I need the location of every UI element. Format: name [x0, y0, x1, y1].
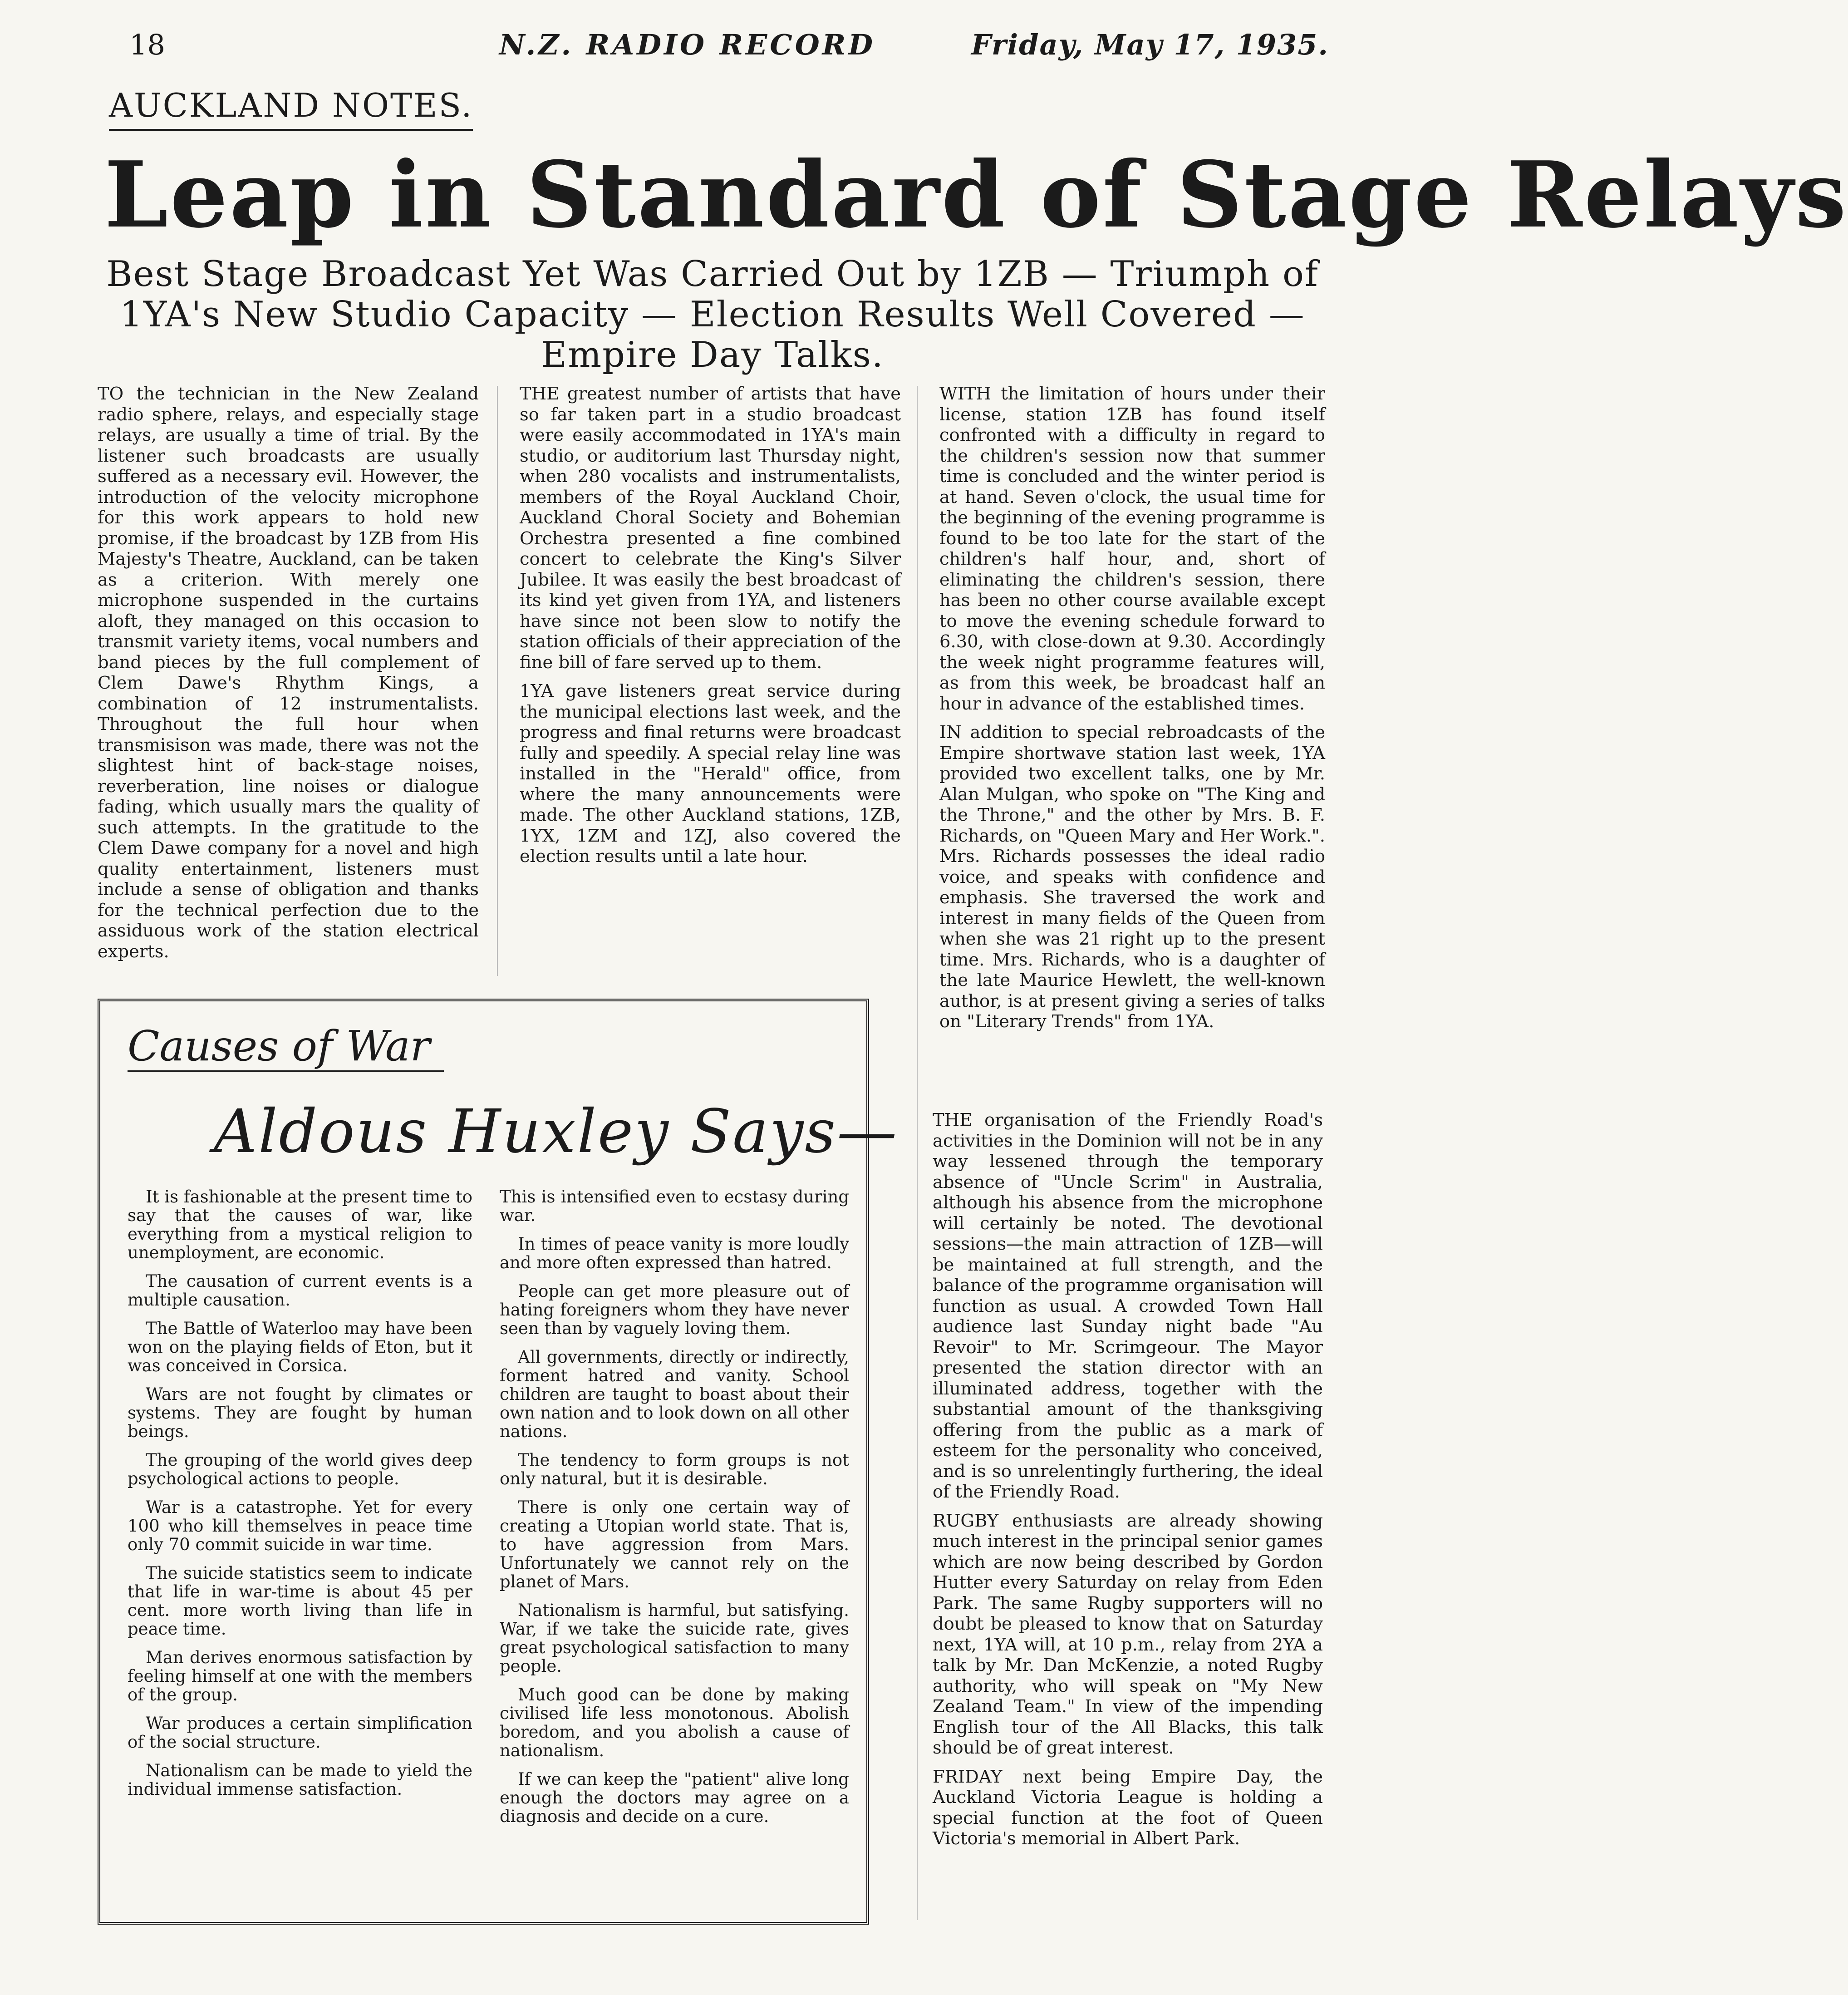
feature-paragraph: Much good can be done by making civilised life less monotonous. Abolish boredom, and you abolish a cause of nationalism. [500, 1685, 849, 1760]
feature-paragraph: The suicide statistics seem to indicate that life in war-time is about 45 per cent. more worth living than life in peace time. [128, 1563, 472, 1639]
column-3-continued [933, 1110, 1323, 1857]
feature-paragraph: There is only one certain way of creating a Utopian world state. That is, to have aggression from Mars. Unfortunately we cannot rely on the planet of Mars. [500, 1497, 849, 1591]
section-heading: AUCKLAND NOTES. [109, 86, 473, 131]
feature-paragraph: If we can keep the "patient" alive long enough the doctors may agree on a diagnosis and decide on a cure. [500, 1769, 849, 1826]
feature-paragraph: All governments, directly or indirectly, forment hatred and vanity. School children are taught to boast about their own nation and to look down on all other nations. [500, 1347, 849, 1441]
article-concert: THE greatest number of artists that have so far taken part in a studio broadcast were easily accommodated in 1YA's main studio, or auditorium last Thursday night, when 280 vocalists and instrumentalists, members of the Royal Auckland Choir, Auckland Choral Society and Bohemian Orchestra presented a fine combined concert to celebrate the King's Silver Jubilee. It was easily the best broadcast of its kind yet given from 1YA, and listeners have since not been slow to notify the station officials of their appreciation of the fine bill of fare served up to them. [520, 384, 901, 673]
feature-paragraph: This is intensified even to ecstasy during war. [500, 1187, 849, 1225]
feature-paragraph: Nationalism is harmful, but satisfying. War, if we take the suicide rate, gives great psychological satisfaction to many people. [500, 1601, 849, 1676]
article-friendly-road: THE organisation of the Friendly Road's activities in the Dominion will not be in any way lessened through the temporary absence of "Uncle Scrim" in Australia, although his absence from the microphone will certainly be noted. The devotional sessions—the main attraction of 1ZB—will be maintained at full strength, and the balance of the programme organisation will function as usual. A crowded Town Hall audience last Sunday night bade "Au Revoir" to Mr. Scrimgeour. The Mayor presented the station director with an illuminated address, together with the substantial amount of the thanksgiving offering from the public as a mark of esteem for the personality who conceived, and is so unrelentingly furthering, the ideal of the Friendly Road. [933, 1110, 1323, 1502]
article-empire-day: FRIDAY next being Empire Day, the Auckland Victoria League is holding a special function at the foot of Queen Victoria's memorial in Albert Park. [933, 1766, 1323, 1849]
article-rugby: RUGBY enthusiasts are already showing much interest in the principal senior games which are now being described by Gordon Hutter every Saturday on relay from Eden Park. The same Rugby supporters will no doubt be pleased to know that on Saturday next, 1YA will, at 10 p.m., relay from 2YA a talk by Mr. Dan McKenzie, a noted Rugby authority, who will speak on "My New Zealand Team." In view of the impending English tour of the All Blacks, this talk should be of great interest. [933, 1510, 1323, 1758]
feature-paragraph: People can get more pleasure out of hating foreigners whom they have never seen than by vaguely loving them. [500, 1281, 849, 1338]
feature-paragraph: The grouping of the world gives deep psychological actions to people. [128, 1450, 472, 1488]
feature-title: Aldous Huxley Says— [214, 1097, 899, 1167]
article-relays: TO the technician in the New Zealand radio sphere, relays, and especially stage relays, are usually a time of trial. By the listener such broadcasts are usually suffered as a necessary evil. However, the introduction of the velocity microphone for this work appears to hold new promise, if the broadcast by 1ZB from His Majesty's Theatre, Auckland, can be taken as a criterion. With merely one microphone suspended in the curtains aloft, they managed on this occasion to transmit variety items, vocal numbers and band pieces by the full complement of Clem Dawe's Rhythm Kings, a combination of 12 instrumentalists. Throughout the full hour when transmisison was made, there was not the slightest hint of back-stage noises, reverberation, line noises or dialogue fading, which usually mars the quality of such attempts. In the gratitude to the Clem Dawe company for a novel and high quality entertainment, listeners must include a sense of obligation and thanks for the technical perfection due to the assiduous work of the station electrical experts. [98, 384, 479, 962]
page-number: 18 [129, 28, 165, 61]
subheadline: Best Stage Broadcast Yet Was Carried Out by 1ZB — Triumph of 1YA's New Studio Capacity — Election Results Well Covered — Empire Day Talks. [106, 254, 1319, 375]
feature-paragraph: War produces a certain simplification of the social structure. [128, 1714, 472, 1752]
article-elections: 1YA gave listeners great service during the municipal elections last week, and the progress and final returns were broadcast fully and speedily. A special relay line was installed in the "Herald" office, from where the many announcements were made. The other Auckland stations, 1ZB, 1YX, 1ZM and 1ZJ, also covered the election results until a late hour. [520, 681, 901, 867]
headline: Leap in Standard of Stage Relays [104, 142, 1848, 248]
column-rule [497, 386, 498, 976]
feature-paragraph: In times of peace vanity is more loudly and more often expressed than hatred. [500, 1234, 849, 1272]
feature-column-right [500, 1187, 849, 1836]
feature-paragraph: It is fashionable at the present time to say that the causes of war, like everything from a mystical religion to unemployment, are economic. [128, 1187, 472, 1262]
feature-kicker: Causes of War [128, 1022, 444, 1072]
feature-paragraph: Nationalism can be made to yield the individual immense satisfaction. [128, 1761, 472, 1799]
feature-column-left [128, 1187, 472, 1808]
column-rule [917, 386, 918, 1920]
column-1 [98, 384, 479, 970]
feature-paragraph: Wars are not fought by climates or systems. They are fought by human beings. [128, 1384, 472, 1441]
article-empire-talks: IN addition to special rebroadcasts of the Empire shortwave station last week, 1YA provided two excellent talks, one by Mr. Alan Mulgan, who spoke on "The King and the Throne," and the other by Mrs. B. F. Richards, on "Queen Mary and Her Work.". Mrs. Richards possesses the ideal radio voice, and speaks with confidence and emphasis. She traversed the work and interest in many fields of the Queen from when she was 21 right up to the present time. Mrs. Richards, who is a daughter of the late Maurice Hewlett, the well-known author, is at present giving a series of talks on "Literary Trends" from 1YA. [939, 722, 1325, 1032]
issue-date: Friday, May 17, 1935. [971, 28, 1329, 61]
column-2 [520, 384, 901, 875]
feature-paragraph: The causation of current events is a multiple causation. [128, 1271, 472, 1310]
article-children-session: WITH the limitation of hours under their license, station 1ZB has found itself confronted with a difficulty in regard to the children's session now that summer time is concluded and the winter period is at hand. Seven o'clock, the usual time for the beginning of the evening programme is found to be too late for the start of the children's half hour, and, short of eliminating the children's session, there has been no other course available except to move the evening schedule forward to 6.30, with close-down at 9.30. Accordingly the week night programme features will, as from this week, be broadcast half an hour in advance of the established times. [939, 384, 1325, 714]
feature-paragraph: War is a catastrophe. Yet for every 100 who kill themselves in peace time only 70 commit suicide in war time. [128, 1497, 472, 1554]
feature-paragraph: The tendency to form groups is not only natural, but it is desirable. [500, 1450, 849, 1488]
publication-name: N.Z. RADIO RECORD [499, 28, 876, 61]
feature-box [98, 999, 899, 1925]
column-3 [939, 384, 1325, 1040]
feature-paragraph: The Battle of Waterloo may have been won on the playing fields of Eton, but it was conceived in Corsica. [128, 1319, 472, 1375]
feature-paragraph: Man derives enormous satisfaction by feeling himself at one with the members of the group. [128, 1648, 472, 1704]
